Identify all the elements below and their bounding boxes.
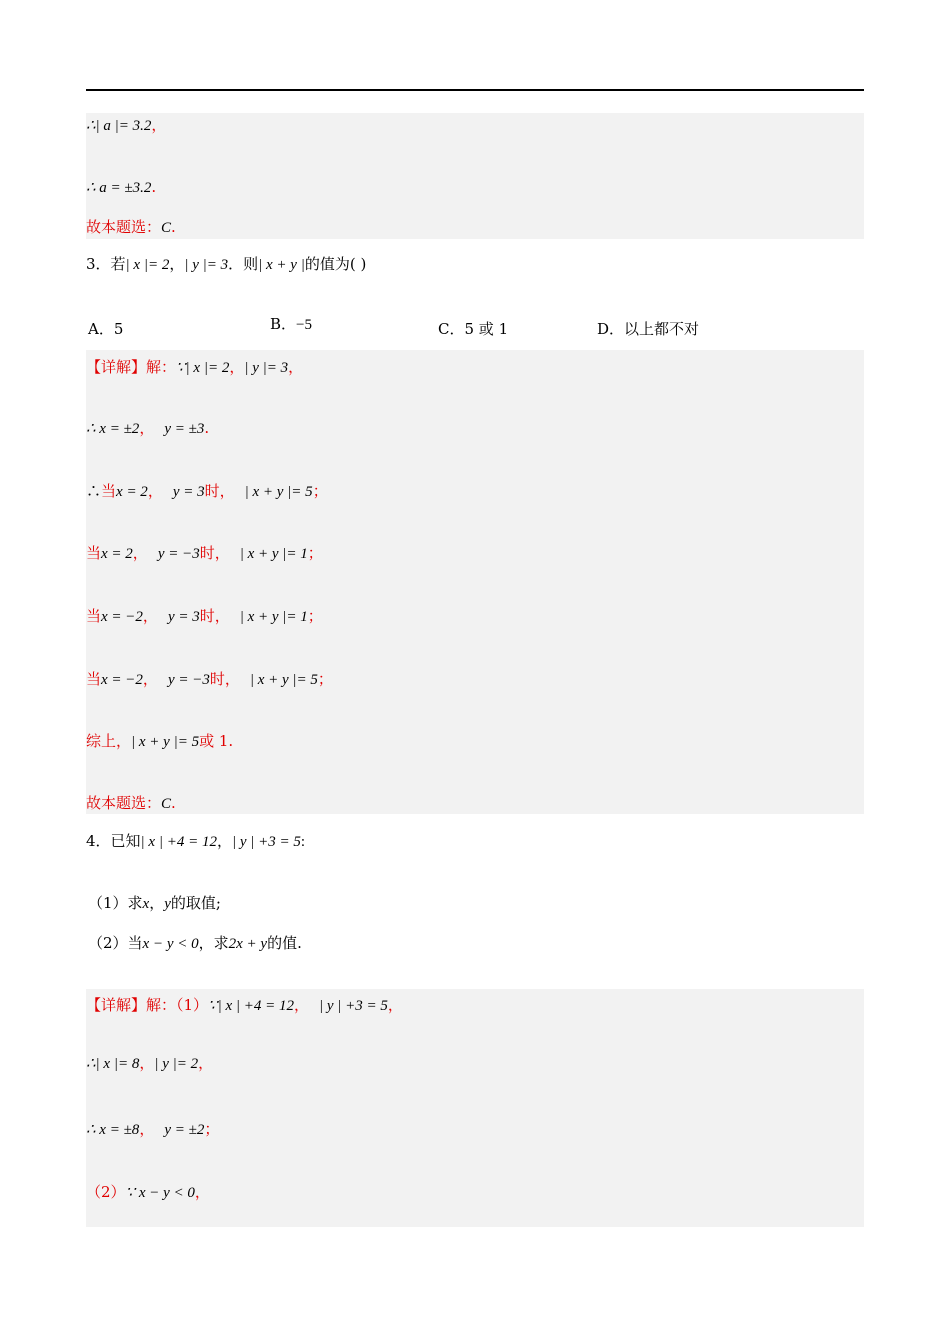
sol-prev-line-3: 故本题选：C. (86, 218, 176, 236)
option-b: B．−5 (270, 315, 312, 333)
option-c: C．5 或 1 (438, 320, 509, 338)
sol3-line-7: 综上，| x + y |= 5或 1. (86, 732, 234, 750)
option-d: D．以上都不对 (597, 320, 700, 338)
sol3-line-5: 当x = −2， y = 3时， | x + y |= 1； (86, 607, 323, 625)
sol3-line-8: 故本题选：C. (86, 794, 176, 812)
solution-box-prev (86, 113, 864, 239)
sol4-line-1: 【详解】解：（1）∵| x | +4 = 12， | y | +3 = 5， (86, 996, 403, 1014)
sol-prev-line-1: ∴| a |= 3.2， (86, 116, 167, 134)
sol3-line-2: ∴ x = ±2， y = ±3. (86, 419, 210, 437)
sol3-line-3: ∴当x = 2， y = 3时， | x + y |= 5； (86, 482, 328, 500)
sol4-line-2: ∴| x |= 8，| y |= 2， (86, 1054, 214, 1072)
sol4-line-3: ∴ x = ±8， y = ±2； (86, 1120, 220, 1138)
sol-prev-line-2: ∴ a = ±3.2. (86, 178, 157, 196)
question-4-part-2: （2）当x − y < 0，求2x + y的值. (88, 934, 302, 952)
sol3-line-1: 【详解】解：∵| x |= 2，| y |= 3， (86, 358, 304, 376)
question-4: 4．已知| x | +4 = 12，| y | +3 = 5: (86, 832, 306, 850)
option-a: A．5 (88, 320, 124, 338)
question-4-part-1: （1）求x，y的取值; (88, 894, 221, 912)
question-3: 3．若| x |= 2，| y |= 3．则| x + y |的值为( ) (86, 255, 367, 273)
sol4-line-4: （2）∵ x − y < 0， (86, 1183, 210, 1201)
sol3-line-4: 当x = 2， y = −3时， | x + y |= 1； (86, 544, 323, 562)
header-rule (86, 89, 864, 91)
sol3-line-6: 当x = −2， y = −3时， | x + y |= 5； (86, 670, 333, 688)
